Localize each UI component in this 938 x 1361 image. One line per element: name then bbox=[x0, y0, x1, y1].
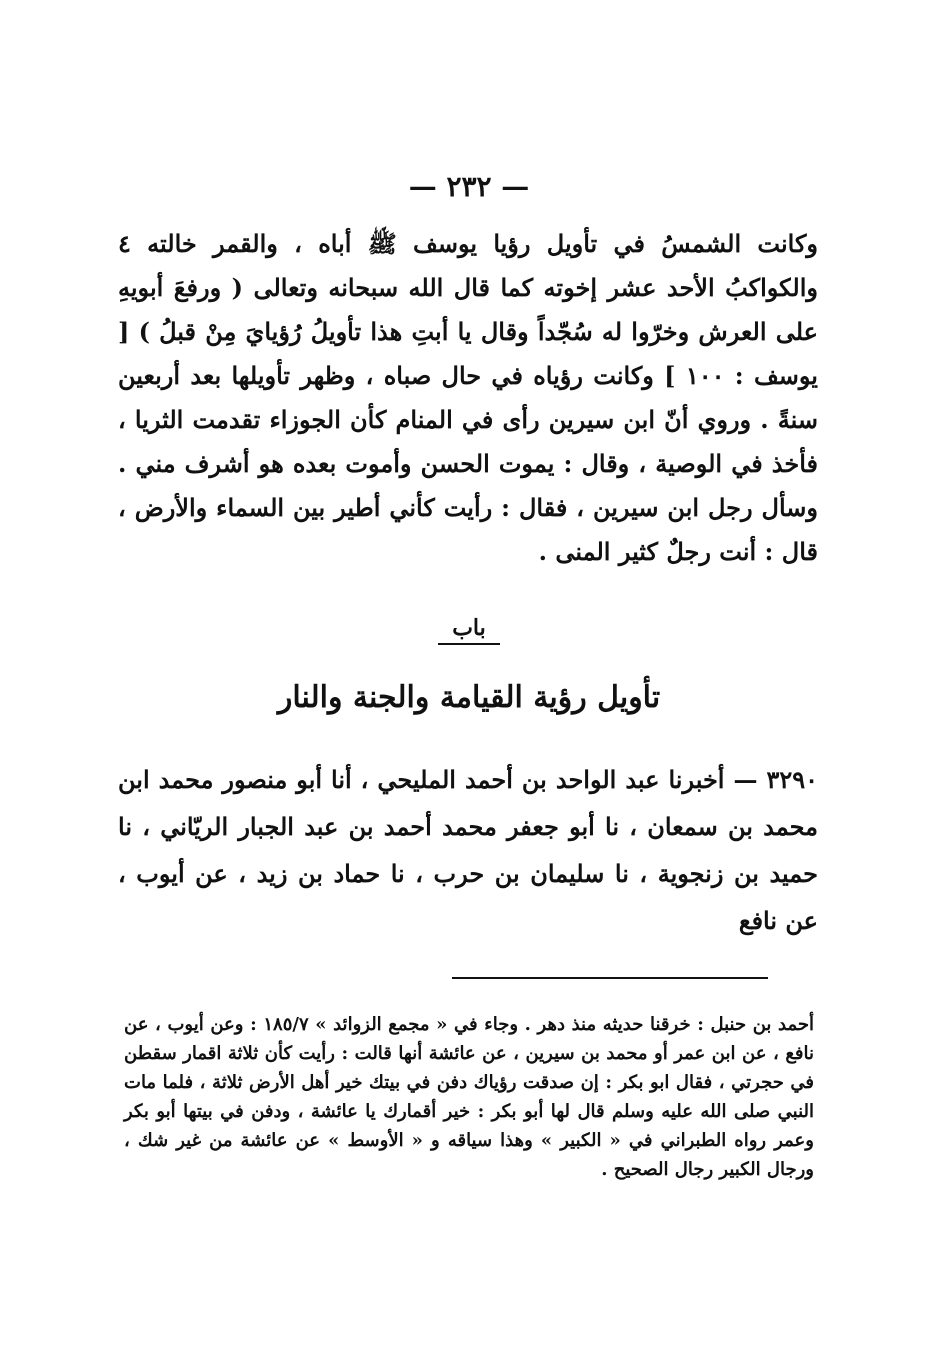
page-number: — ٢٣٢ — bbox=[408, 170, 530, 203]
footnote-separator bbox=[452, 977, 768, 979]
section-label bbox=[0, 615, 938, 645]
footnote-paragraph: أحمد بن حنبل : خرقنا حديثه منذ دهر . وجاء في « مجمع الزوائد » ١٨٥/٧ : وعن أيوب ، عن نافع ، عن ابن عمر أو محمد بن سيرين ، عن عائشة أنها قالت : رأيت كأن ثلاثة اقمار سقطن في حجرتي ، فقال ابو بكر : إن صدقت رؤياك دفن في بيتك خير أهل الأرض ثلاثة ، فلما مات النبي صلى الله عليه وسلم قال لها أبو بكر : خير أقمارك يا عائشة ، ودفن في بيتها أبو بكر وعمر رواه الطبراني في « الكبير » وهذا سياقه و « الأوسط » عن عائشة من غير شك ، ورجال الكبير رجال الصحيح . bbox=[124, 1014, 814, 1180]
chapter-title: تأويل رؤية القيامة والجنة والنار bbox=[277, 680, 661, 715]
section-label-text: باب bbox=[438, 615, 500, 645]
main-paragraph: وكانت الشمسُ في تأويل رؤيا يوسف ﷺ أباه ، والقمر خالته ٤ والكواكبُ الأحد عشر إخوته كما قال الله سبحانه وتعالى ( ورفعَ أبويهِ على العرش وخرّوا له سُجّداً وقال يا أبتِ هذا تأويلُ رُؤيايَ مِنْ قبلُ ) [ يوسف : ١٠٠ ] وكانت رؤياه في حال صباه ، وظهر تأويلها بعد أربعين سنةً . وروي أنّ ابن سيرين رأى في المنام كأن الجوزاء تقدمت الثريا ، فأخذ في الوصية ، وقال : يموت الحسن وأموت بعده هو أشرف مني . وسأل رجل ابن سيرين ، فقال : رأيت كأني أطير بين السماء والأرض ، قال : أنت رجلٌ كثير المنى . bbox=[118, 229, 818, 566]
hadith-paragraph: ٣٢٩٠ — أخبرنا عبد الواحد بن أحمد المليحي ، أنا أبو منصور محمد ابن محمد بن سمعان ، نا أبو جعفر محمد أحمد بن عبد الجبار الريّاني ، نا حميد بن زنجوية ، نا سليمان بن حرب ، نا حماد بن زيد ، عن أيوب ، عن نافع bbox=[118, 765, 818, 935]
